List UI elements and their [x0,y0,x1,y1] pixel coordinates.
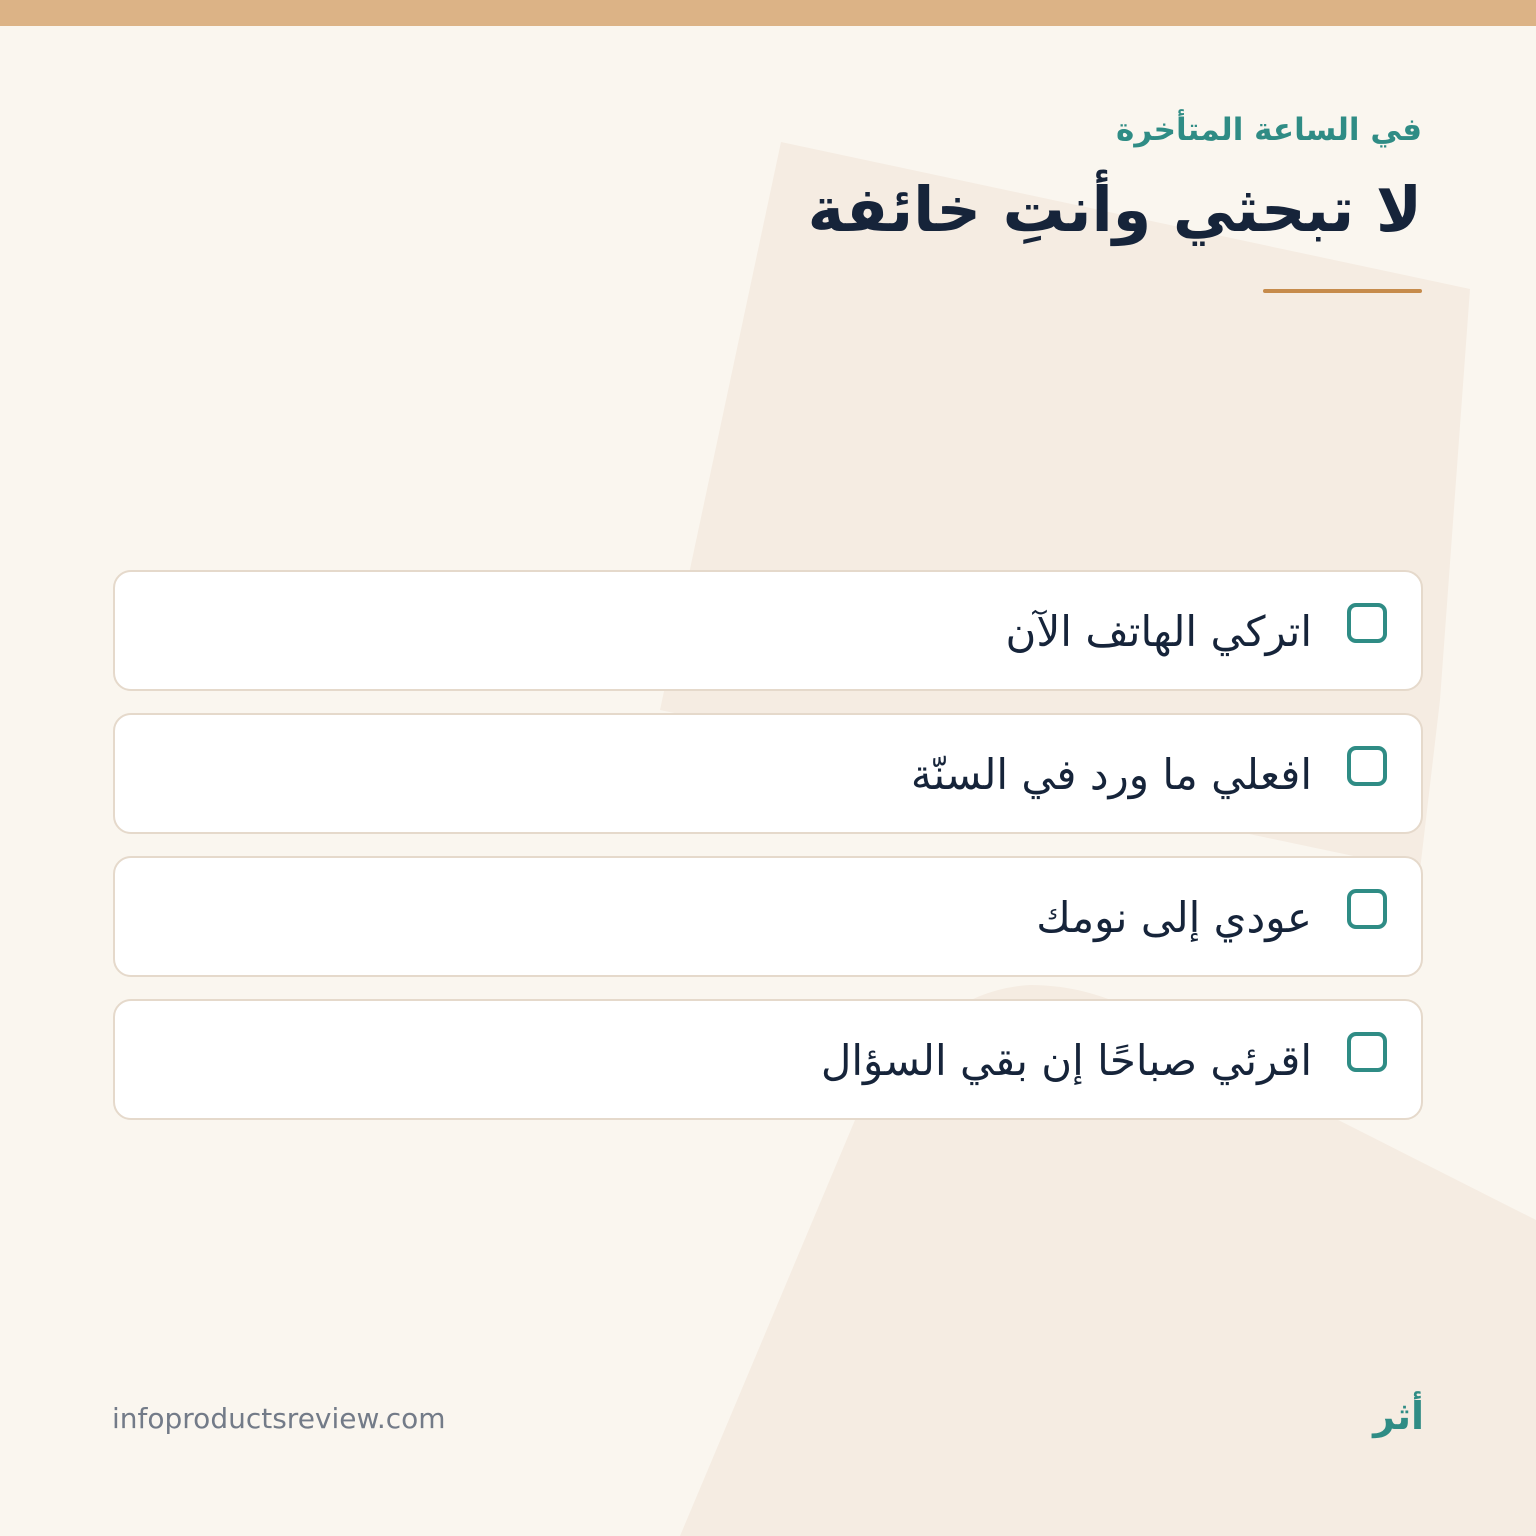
brand-logo: أثر [1373,1394,1424,1438]
checkbox[interactable] [1347,1032,1387,1072]
checkbox[interactable] [1347,889,1387,929]
header [522,104,1422,250]
checklist-item-label: افعلي ما ورد في السنّة [910,750,1312,799]
eyebrow-label: في الساعة المتأخرة [1116,112,1422,148]
checkbox[interactable] [1347,603,1387,643]
checklist-item-label: اتركي الهاتف الآن [1005,607,1312,656]
checklist-item[interactable] [113,856,1423,977]
website-url: infoproductsreview.com [112,1402,446,1435]
checklist-item[interactable] [113,713,1423,834]
checklist-item-label: عودي إلى نومك [1036,893,1312,942]
checklist-item[interactable] [113,999,1423,1120]
checklist-item-label: اقرئي صباحًا إن بقي السؤال [820,1036,1312,1085]
checkbox[interactable] [1347,746,1387,786]
checklist [113,570,1423,1142]
title-underline [1263,289,1422,293]
checklist-item[interactable] [113,570,1423,691]
page-title: لا تبحثي وأنتِ خائفة [807,173,1422,246]
